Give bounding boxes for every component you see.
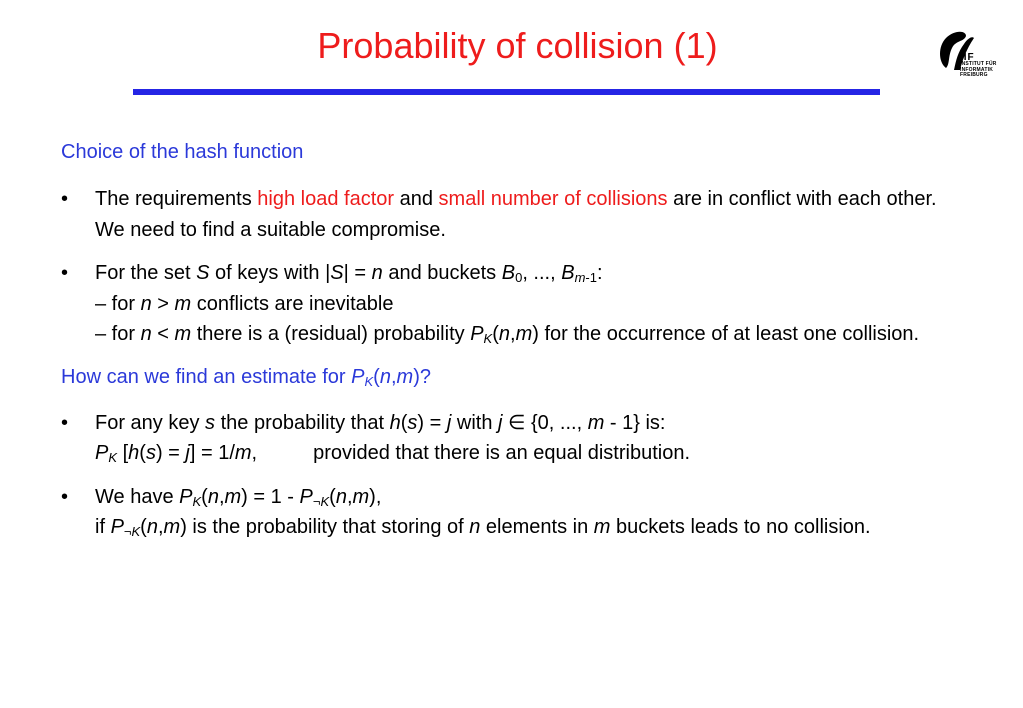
bullet-requirements: • The requirements high load factor and small number of collisions are in conflict with each other. We need to find a suitable compromise.: [61, 184, 951, 245]
logo-text: INSTITUT FÜR INFORMATIK FREIBURG: [960, 61, 997, 78]
slide-content: [61, 138, 951, 556]
bullet-dot: •: [61, 188, 69, 210]
bullet-dot: •: [61, 411, 69, 434]
bullet-we-have: • We have $P_K(n,m) = 1 - P_{\neg K}(n,m)$, if $P_{\neg K}(n,m)$ is the probability that storing of n elements in m buckets leads to no collision.: [61, 482, 951, 543]
title-underline: [133, 89, 880, 95]
logo-mark: IIF: [960, 52, 975, 63]
highlight-high-load-factor: high load factor: [257, 188, 395, 210]
bullet-dot: •: [61, 485, 69, 508]
bullet-set-of-keys: • For the set S of keys with |S| = n and buckets $B_0$, ..., $B_{m-1}$: – for n > m conflicts are inevitable – for n < m there is a (residual) probability $P_K(n,m)$ for the occurrence of at least one collision.: [61, 258, 951, 350]
highlight-small-number-of-collisions: small number of collisions: [438, 188, 668, 210]
section-heading-hash-function: Choice of the hash function: [61, 141, 304, 163]
section-heading-estimate: How can we find an estimate for $P_K(n,m)$?: [61, 365, 431, 389]
bullet-key-probability: • For any key s the probability that h(s) = j with j ∈ {0, ..., m - 1} is: $P_K$ [h(s) = j] = 1/m, provided that there is an equal distribution.: [61, 408, 951, 469]
bullet-dot: •: [61, 262, 69, 284]
slide-title: Probability of collision (1): [317, 25, 718, 66]
